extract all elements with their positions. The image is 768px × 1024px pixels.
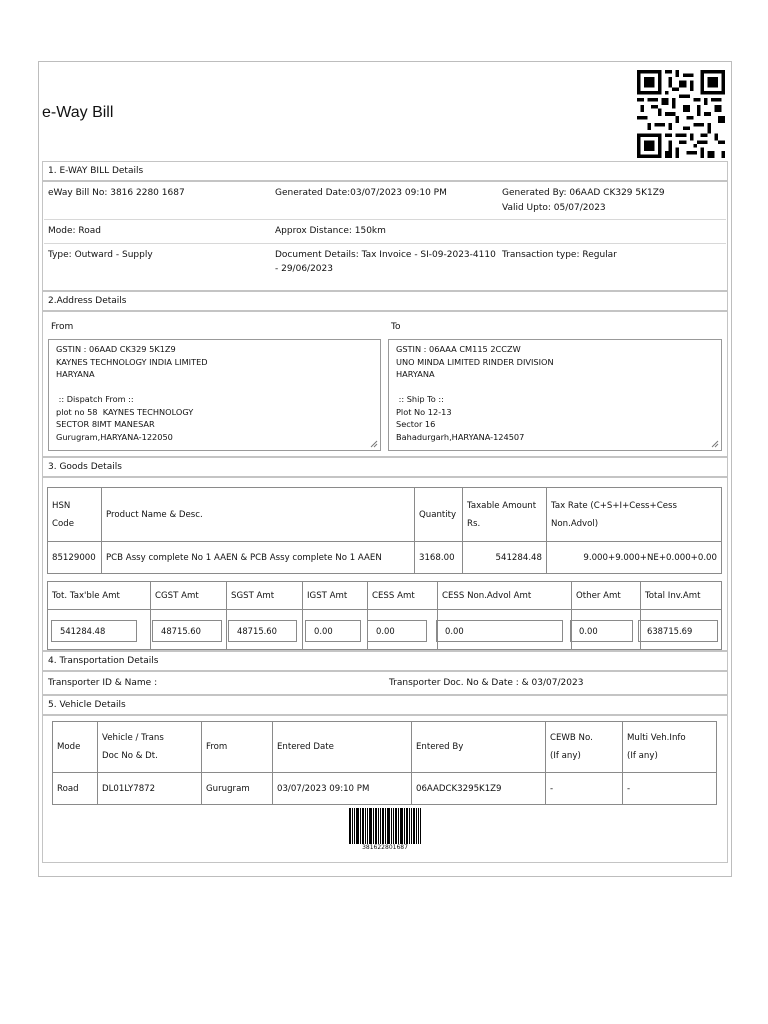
barcode-number: 381622801687 <box>362 844 408 851</box>
approx-distance: Approx Distance: 150km <box>275 226 386 236</box>
goods-header-row <box>48 488 722 542</box>
goods-row <box>48 542 722 574</box>
quantity: 3168.00 <box>415 542 463 574</box>
section-vehicle-heading: 5. Vehicle Details <box>42 695 728 715</box>
total-invoice-field[interactable]: 638715.69 <box>638 620 718 642</box>
supply-type: Type: Outward - Supply <box>48 250 153 260</box>
section-eway-bill-details-heading: 1. E-WAY BILL Details <box>42 161 728 181</box>
total-taxable-header: Tot. Tax'ble Amt <box>48 582 151 610</box>
multi-vehicle-header <box>623 722 717 773</box>
tax-rate: 9.000+9.000+NE+0.000+0.00 <box>547 542 722 574</box>
sgst-field[interactable]: 48715.60 <box>228 620 297 642</box>
to-address-line: Sector 16 <box>396 419 436 429</box>
cewb-header-line: (If any) <box>550 751 581 761</box>
taxable-amount: 541284.48 <box>463 542 547 574</box>
from-address-line: Gurugram,HARYANA-122050 <box>56 431 173 442</box>
valid-upto: Valid Upto: 05/07/2023 <box>502 203 606 213</box>
generated-date: Generated Date:03/07/2023 09:10 PM <box>275 188 447 198</box>
from-address-line: :: Dispatch From :: <box>56 394 134 404</box>
from-header: From <box>202 722 273 773</box>
taxable-amount-header <box>463 488 547 542</box>
igst-field[interactable]: 0.00 <box>305 620 361 642</box>
cess-field[interactable]: 0.00 <box>367 620 427 642</box>
total-invoice-header: Total Inv.Amt <box>641 582 722 610</box>
document-details-date: - 29/06/2023 <box>275 264 333 274</box>
section-goods-details-heading: 3. Goods Details <box>42 457 728 477</box>
transaction-type: Transaction type: Regular <box>502 250 617 260</box>
to-address-line: GSTIN : 06AAA CM115 2CCZW <box>396 344 521 354</box>
cewb-header-line: CEWB No. <box>550 733 593 743</box>
resize-grip-icon[interactable] <box>370 440 378 448</box>
quantity-header: Quantity <box>415 488 463 542</box>
hsn-code: 85129000 <box>48 542 102 574</box>
taxrate-header-line: Tax Rate (C+S+I+Cess+Cess <box>551 500 677 511</box>
vehicle-table <box>52 721 717 805</box>
total-taxable-field[interactable]: 541284.48 <box>51 620 137 642</box>
goods-table <box>47 487 722 574</box>
other-amount-field[interactable]: 0.00 <box>570 620 633 642</box>
vehicle-mode: Road <box>53 773 98 805</box>
cess-header: CESS Amt <box>368 582 438 610</box>
vehicle-multi-info: - <box>623 773 717 805</box>
to-address-line: :: Ship To :: <box>396 394 444 404</box>
from-label: From <box>51 322 74 332</box>
product-header: Product Name & Desc. <box>102 488 415 542</box>
page-title: e-Way Bill <box>42 104 114 121</box>
vehicle-row <box>53 773 717 805</box>
barcode-image <box>349 808 421 844</box>
to-address-line: HARYANA <box>396 369 435 379</box>
vehicle-header-line: Vehicle / Trans <box>102 733 164 743</box>
to-address-line: Plot No 12-13 <box>396 406 452 417</box>
mode-header: Mode <box>53 722 98 773</box>
section-address-details-heading: 2.Address Details <box>42 291 728 311</box>
vehicle-header-line: Doc No & Dt. <box>102 751 158 761</box>
cess-non-advol-header: CESS Non.Advol Amt <box>438 582 572 610</box>
cgst-header: CGST Amt <box>151 582 227 610</box>
from-address-line: plot no 58 KAYNES TECHNOLOGY <box>56 406 194 417</box>
hsn-header-line: HSN <box>52 500 71 511</box>
from-address-line: GSTIN : 06AAD CK329 5K1Z9 <box>56 344 176 354</box>
document-details: Document Details: Tax Invoice - SI-09-2023-4110 <box>275 250 496 260</box>
generated-by: Generated By: 06AAD CK329 5K1Z9 <box>502 188 665 198</box>
to-address-line: UNO MINDA LIMITED RINDER DIVISION <box>396 356 554 367</box>
to-address-textarea[interactable] <box>388 339 722 451</box>
multi-header-line: Multi Veh.Info <box>627 733 686 743</box>
cess-non-advol-field[interactable]: 0.00 <box>436 620 563 642</box>
from-address-textarea[interactable] <box>48 339 381 451</box>
vehicle-number: DL01LY7872 <box>98 773 202 805</box>
other-amount-header: Other Amt <box>572 582 641 610</box>
eway-bill-number: eWay Bill No: 3816 2280 1687 <box>48 188 185 198</box>
taxable-header-line: Taxable Amount <box>467 500 537 511</box>
from-address-line: HARYANA <box>56 369 95 379</box>
from-address-line: KAYNES TECHNOLOGY INDIA LIMITED <box>56 356 208 367</box>
transporter-id: Transporter ID & Name : <box>48 678 158 688</box>
vehicle-from: Gurugram <box>202 773 273 805</box>
igst-header: IGST Amt <box>303 582 368 610</box>
taxrate-header-line: Non.Advol) <box>551 518 599 529</box>
sgst-header: SGST Amt <box>227 582 303 610</box>
divider <box>44 243 726 244</box>
vehicle-entered-date: 03/07/2023 09:10 PM <box>273 773 412 805</box>
qr-code <box>634 70 728 158</box>
vehicle-header-row <box>53 722 717 773</box>
cewb-header <box>546 722 623 773</box>
tax-rate-header <box>547 488 722 542</box>
vehicle-header <box>98 722 202 773</box>
section-transportation-heading: 4. Transportation Details <box>42 651 728 671</box>
transporter-doc: Transporter Doc. No & Date : & 03/07/2023 <box>389 678 584 688</box>
totals-header-row <box>48 582 722 610</box>
from-address-line: SECTOR 8IMT MANESAR <box>56 419 155 429</box>
hsn-header-line: Code <box>52 518 75 529</box>
multi-header-line: (If any) <box>627 751 658 761</box>
vehicle-cewb: - <box>546 773 623 805</box>
entered-by-header: Entered By <box>412 722 546 773</box>
transport-mode: Mode: Road <box>48 226 101 236</box>
resize-grip-icon[interactable] <box>711 440 719 448</box>
cgst-field[interactable]: 48715.60 <box>152 620 222 642</box>
vehicle-entered-by: 06AADCK3295K1Z9 <box>412 773 546 805</box>
hsn-header <box>48 488 102 542</box>
divider <box>44 219 726 220</box>
to-address-line: Bahadurgarh,HARYANA-124507 <box>396 431 525 442</box>
entered-date-header: Entered Date <box>273 722 412 773</box>
taxable-header-line: Rs. <box>467 518 481 529</box>
to-label: To <box>391 322 401 332</box>
product-name: PCB Assy complete No 1 AAEN & PCB Assy complete No 1 AAEN <box>102 542 415 574</box>
